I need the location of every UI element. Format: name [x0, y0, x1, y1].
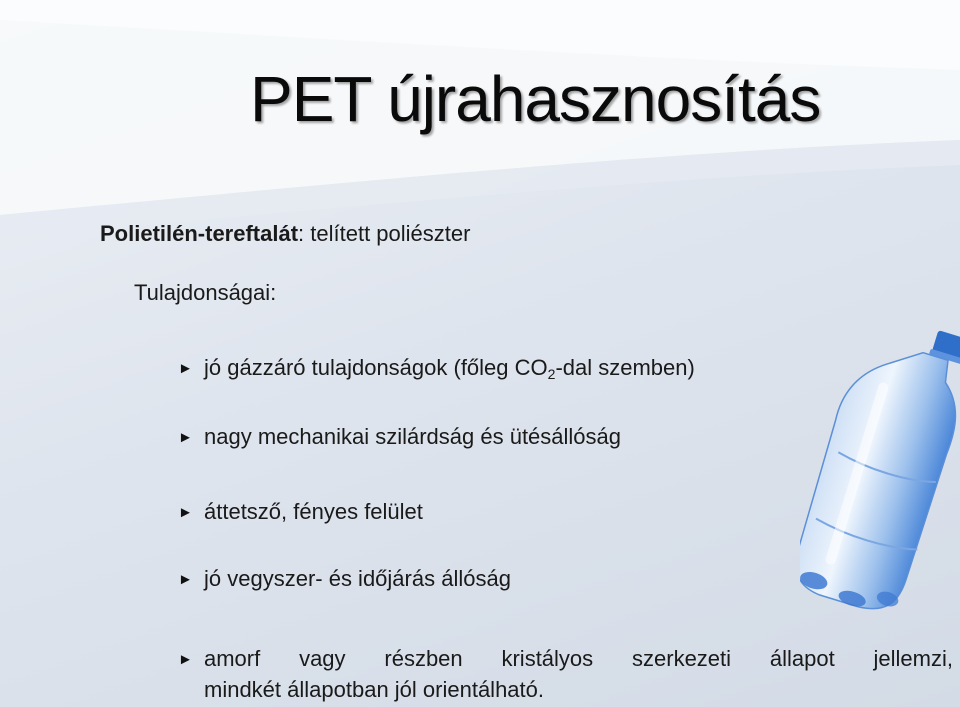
- properties-label: Tulajdonságai:: [134, 280, 277, 305]
- bullet-text: jó vegyszer- és időjárás állóság: [204, 566, 511, 591]
- bullet-arrow-icon: ►: [178, 360, 193, 377]
- bullet-text: jó gázzáró tulajdonságok (főleg CO: [204, 355, 548, 380]
- bullet-item: [178, 355, 695, 382]
- definition-line: [100, 221, 470, 247]
- bullet-line-2: mindkét állapotban jól orientálható.: [204, 677, 545, 702]
- bullet-text: amorf vagy részben kristályos szerkezeti állapot jellemzi,: [204, 646, 953, 671]
- bullet-item: [178, 424, 621, 450]
- bullet-arrow-icon: ►: [178, 429, 193, 446]
- bullet-item: [178, 566, 511, 592]
- bullet-line-1: [178, 644, 953, 675]
- bullet-arrow-icon: ►: [178, 504, 193, 521]
- definition-term: Polietilén-tereftalát: [100, 221, 299, 246]
- bullet-text: áttetsző, fényes felület: [204, 499, 423, 524]
- bullet-arrow-icon: ►: [178, 571, 193, 588]
- bullet-text-end: -dal szemben): [555, 355, 695, 380]
- bullet-arrow-icon: ►: [178, 651, 193, 668]
- bullet-text: nagy mechanikai szilárdság és ütésállóság: [204, 424, 622, 449]
- page-title: PET újrahasznosítás: [250, 63, 821, 135]
- bullet-item: [178, 499, 423, 525]
- bullet-item: [178, 644, 953, 705]
- plastic-bottle-icon: [800, 318, 960, 618]
- bullet-subscript: 2: [547, 366, 556, 382]
- definition-text: : telített poliészter: [298, 221, 471, 246]
